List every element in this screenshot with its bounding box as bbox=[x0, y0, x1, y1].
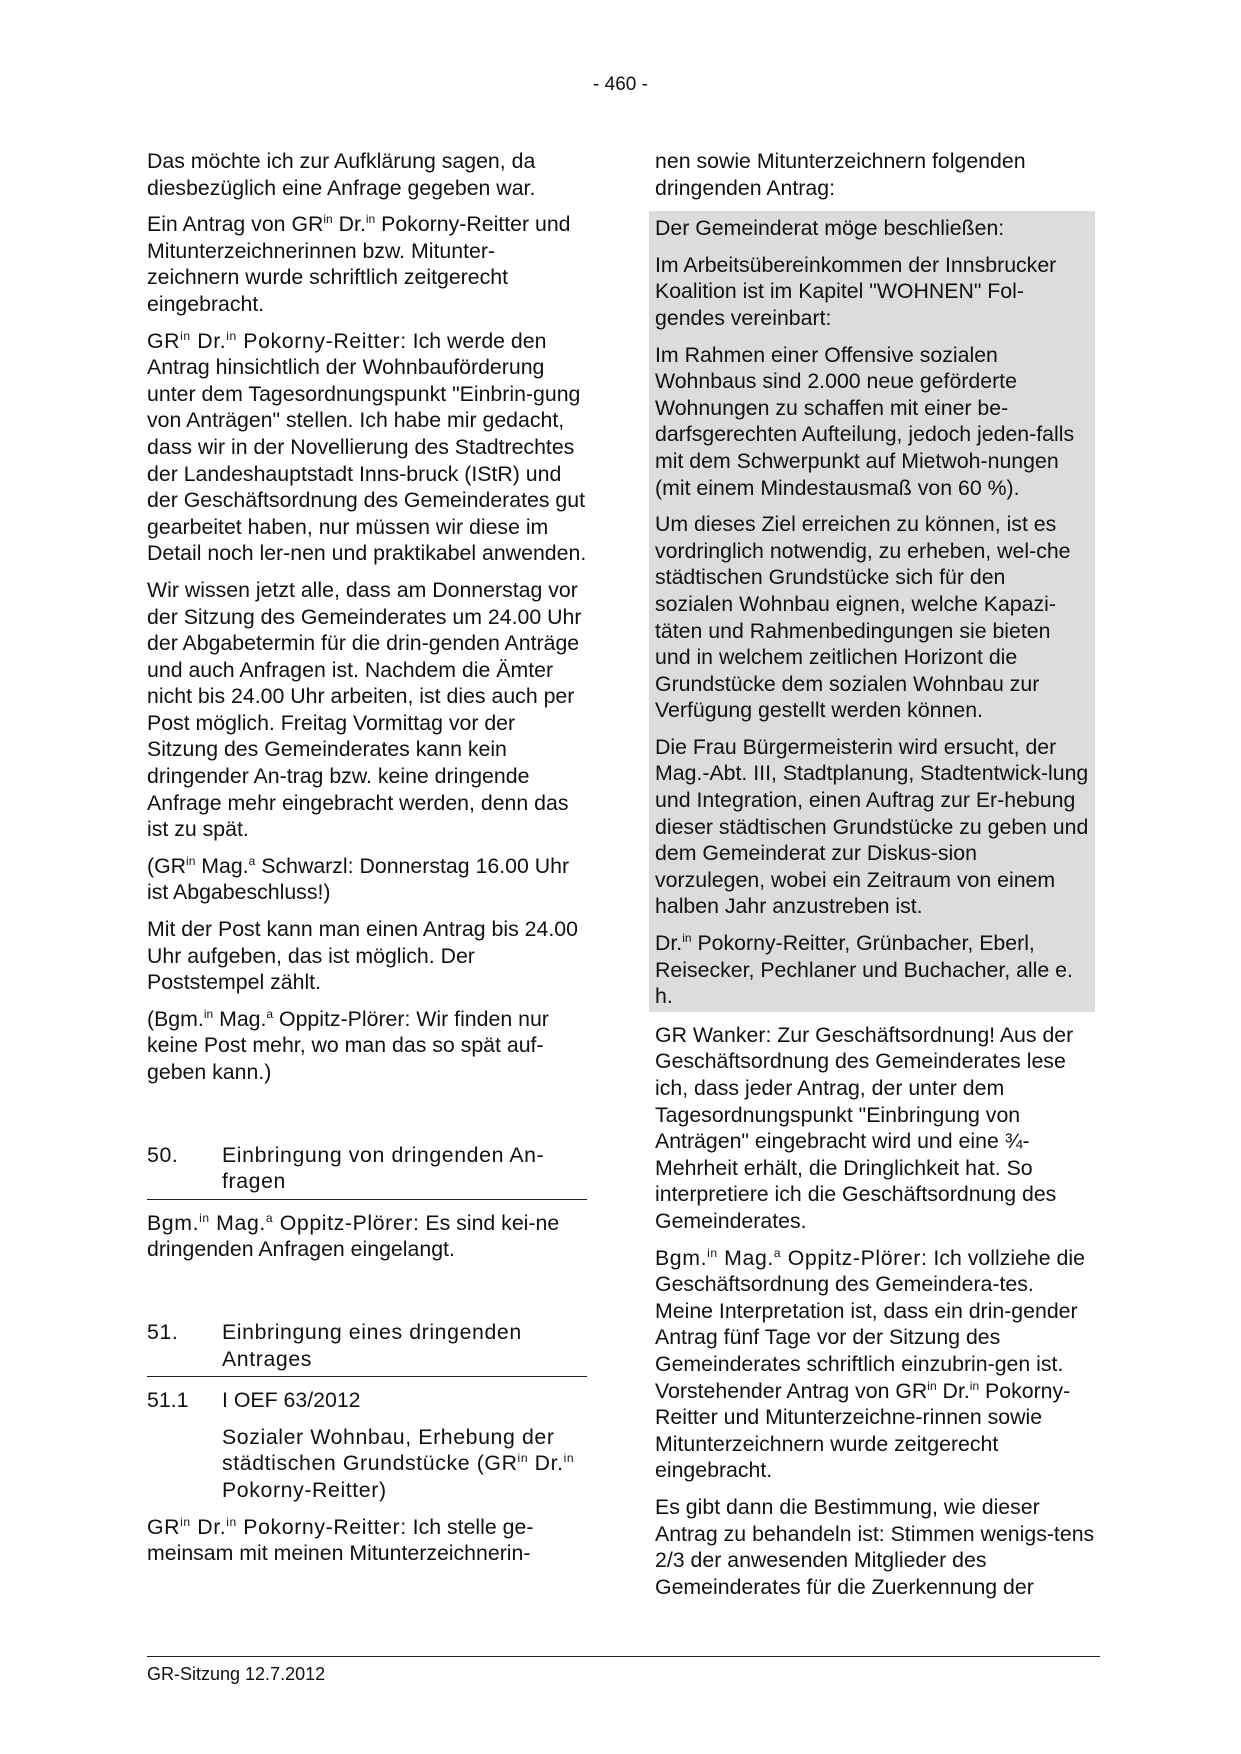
right-column bbox=[655, 148, 1095, 1610]
subsection-number: 51.1 bbox=[147, 1388, 189, 1413]
paragraph: Ein Antrag von $GR^{in}$ Dr.$^{in}$ Pokorny-Reitter und Mitunterzeichnerinnen bzw. Mitunter-zeichnern wurde schriftlich zeitgerecht eingebracht. bbox=[147, 212, 571, 316]
paragraph: GR Wanker: Zur Geschäftsordnung! Aus der Geschäftsordnung des Gemeinderates lese ich, dass jeder Antrag, der unter dem Tagesordnungspunkt "Einbringung von Anträgen" eingebracht wird und eine ¾-Mehrheit erhält, die Dringlichkeit hat. So interpretiere ich die Geschäftsordnung des Gemeinderates. bbox=[655, 1022, 1074, 1233]
speaker-name: Bgm.$^{in}$ Mag.$^a$ Oppitz-Plörer: bbox=[147, 1210, 420, 1235]
interjection: (Bgm.$^{in}$ Mag.$^a$ Oppitz-Plörer: Wir finden nur keine Post mehr, wo man das so spät auf-geben kann.) bbox=[147, 1006, 549, 1084]
section-heading-50 bbox=[147, 1142, 587, 1200]
speaker-paragraph: $GR^{in}$ Dr.$^{in}$ Pokorny-Reitter: Ich werde den Antrag hinsichtlich der Wohnbauförderung unter dem Tagesordnungspunkt "Einbrin-gung von Anträgen" stellen. Ich habe mir gedacht, dass wir in der Novellierung des Stadtrechtes der Landeshauptstadt Inns-bruck (IStR) und der Geschäftsordnung des Gemeinderates gut gearbeitet haben, nur müssen wir diese im Detail noch ler-nen und praktikabel anwenden. bbox=[147, 328, 587, 566]
speaker-name: Bgm.$^{in}$ Mag.$^a$ Oppitz-Plörer: bbox=[655, 1245, 928, 1270]
left-column bbox=[147, 148, 587, 1577]
motion-paragraph: Die Frau Bürgermeisterin wird ersucht, der Mag.-Abt. III, Stadtplanung, Stadtentwick-lung und Integration, einen Auftrag zur Er-hebung dieser städtischen Grundstücke zu geben und dem Gemeinderat zur Diskus-sion vorzulegen, wobei ein Zeitraum von einem halben Jahr anzustreben ist. bbox=[655, 734, 1089, 919]
section-heading-51 bbox=[147, 1319, 587, 1377]
footer-text: GR-Sitzung 12.7.2012 bbox=[147, 1664, 326, 1684]
motion-signatories: Dr.$^{in}$ Pokorny-Reitter, Grünbacher, Eberl, Reisecker, Pechlaner und Buchacher, alle e. h. bbox=[655, 930, 1073, 1009]
motion-text-box bbox=[649, 211, 1095, 1012]
speaker-paragraph: Bgm.$^{in}$ Mag.$^a$ Oppitz-Plörer: Es sind kei-ne dringenden Anfragen eingelangt. bbox=[147, 1210, 560, 1262]
motion-paragraph: Im Arbeitsübereinkommen der Innsbrucker Koalition ist im Kapitel "WOHNEN" Fol-gendes vereinbart: bbox=[655, 252, 1057, 330]
paragraph: nen sowie Mitunterzeichnern folgenden dringenden Antrag: bbox=[655, 149, 1026, 200]
speaker-name: $GR^{in}$ Dr.$^{in}$ Pokorny-Reitter: bbox=[147, 1514, 407, 1539]
paragraph: Wir wissen jetzt alle, dass am Donnerstag vor der Sitzung des Gemeinderates um 24.00 Uhr der Abgabetermin für die drin-genden Anträge und auch Anfragen ist. Nachdem die Ämter nicht bis 24.00 Uhr arbeiten, ist dies auch per Post möglich. Freitag Vormittag vor der Sitzung des Gemeinderates kann kein dringender An-trag bzw. keine dringende Anfrage mehr eingebracht werden, denn das ist zu spät. bbox=[147, 577, 582, 842]
section-number: 51. bbox=[147, 1319, 179, 1344]
speaker-paragraph: Bgm.$^{in}$ Mag.$^a$ Oppitz-Plörer: Ich vollziehe die Geschäftsordnung des Gemeindera-tes. Meine Interpretation ist, dass ein drin-gender Antrag fünf Tage vor der Sitzung des Gemeinderates schriftlich einzubrin-gen ist. Vorstehender Antrag von $GR^{in}$ Dr.$^{in}$ Pokorny-Reitter und Mitunterzeichne-rinnen sowie Mitunterzeichnern wurde zeitgerecht eingebracht. bbox=[655, 1245, 1085, 1483]
interjection: ($GR^{in}$ Mag.$^a$ Schwarzl: Donnerstag 16.00 Uhr ist Abgabeschluss!) bbox=[147, 853, 570, 905]
page-number: - 460 - bbox=[593, 74, 648, 95]
paragraph: Mit der Post kann man einen Antrag bis 24.00 Uhr aufgeben, das ist möglich. Der Poststempel zählt. bbox=[147, 917, 578, 995]
section-title: Einbringung eines dringenden Antrages bbox=[222, 1319, 522, 1371]
speaker-paragraph: $GR^{in}$ Dr.$^{in}$ Pokorny-Reitter: Ich stelle ge-meinsam mit meinen Mitunterzeichnerin- bbox=[147, 1514, 534, 1566]
footer-divider bbox=[147, 1656, 1100, 1657]
subsection-code: I OEF 63/2012 bbox=[222, 1388, 361, 1413]
section-number: 50. bbox=[147, 1142, 179, 1167]
subsection-title: Sozialer Wohnbau, Erhebung der städtischen Grundstücke ($GR^{in}$ Dr.$^{in}$ Pokorny-Reitter) bbox=[222, 1424, 575, 1502]
motion-paragraph: Um dieses Ziel erreichen zu können, ist es vordringlich notwendig, zu erheben, wel-che städtischen Grundstücke sich für den sozialen Wohnbau eignen, welche Kapazi-täten und Rahmenbedingungen sie bieten und in welchem zeitlichen Horizont die Grundstücke dem sozialen Wohnbau zur Verfügung gestellt werden können. bbox=[655, 512, 1071, 723]
motion-paragraph: Im Rahmen einer Offensive sozialen Wohnbaus sind 2.000 neue geförderte Wohnungen zu schaffen mit einer be-darfsgerechten Aufteilung, jedoch jeden-falls mit dem Schwerpunkt auf Mietwoh-nungen (mit einem Mindestausmaß von 60 %). bbox=[655, 342, 1075, 500]
speaker-name: $GR^{in}$ Dr.$^{in}$ Pokorny-Reitter: bbox=[147, 328, 407, 353]
section-title: Einbringung von dringenden An-fragen bbox=[222, 1142, 545, 1194]
motion-paragraph: Der Gemeinderat möge beschließen: bbox=[655, 216, 1005, 241]
paragraph: Es gibt dann die Bestimmung, wie dieser Antrag zu behandeln ist: Stimmen wenigs-tens 2/3 der anwesenden Mitglieder des Gemeinderates für die Zuerkennung der bbox=[655, 1494, 1095, 1599]
paragraph: Das möchte ich zur Aufklärung sagen, da diesbezüglich eine Anfrage gegeben war. bbox=[147, 149, 536, 200]
subsection-heading-51-1 bbox=[147, 1387, 587, 1414]
